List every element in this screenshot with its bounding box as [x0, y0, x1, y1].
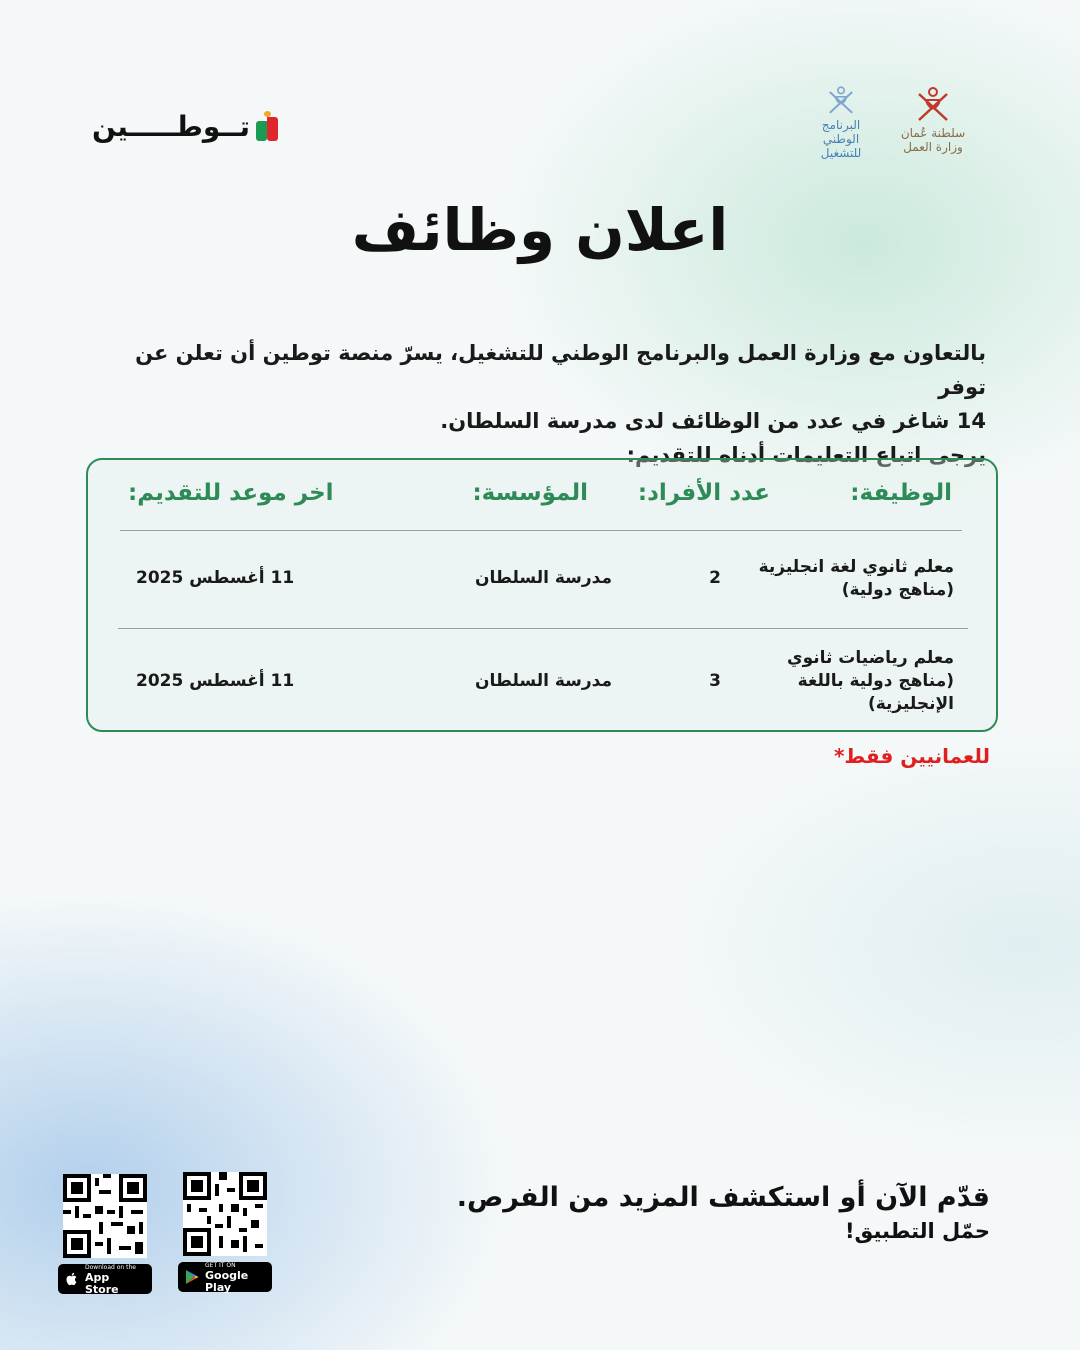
national-employment-program-logo [802, 84, 880, 160]
row-job [754, 556, 954, 602]
qr-code-icon [183, 1172, 267, 1256]
google-play-big-text: Google Play [205, 1268, 249, 1294]
app-store-badge[interactable] [58, 1264, 152, 1294]
row-job [754, 647, 954, 716]
row-job-line2: (مناهج دولية) [841, 580, 954, 600]
row-org: مدرسة السلطان [475, 568, 612, 588]
government-logos [802, 84, 972, 160]
app-store-small-text: Download on the [85, 1263, 136, 1271]
google-play-small-text: GET IT ON [205, 1261, 236, 1269]
row-job-line2: (مناهج دولية باللغة [797, 671, 954, 691]
omani-emblem-icon [821, 84, 861, 116]
row-deadline: 11 أغسطس 2025 [136, 671, 295, 691]
header-org: المؤسسة: [472, 480, 588, 506]
qr-code-icon [63, 1174, 147, 1258]
row-org: مدرسة السلطان [475, 671, 612, 691]
page-title: اعلان وظائف [351, 196, 729, 264]
google-play-icon [184, 1269, 200, 1285]
cta-main: قدّم الآن أو استكشف المزيد من الفرص. [456, 1182, 990, 1213]
app-store-big-text: App Store [85, 1270, 119, 1296]
header-job: الوظيفة: [850, 480, 952, 506]
omanis-only-note: للعمانيين فقط* [833, 744, 990, 768]
google-play-download[interactable] [178, 1172, 272, 1292]
call-to-action [457, 1180, 990, 1246]
row-job-line1: معلم ثانوي لغة انجليزية [758, 557, 954, 577]
row-job-line1: معلم رياضيات ثانوي [786, 648, 954, 668]
ministry-of-labour-logo [894, 84, 972, 160]
omani-emblem-icon [913, 84, 953, 124]
intro-text [126, 336, 986, 472]
tawteen-logo [92, 106, 278, 146]
google-play-badge[interactable] [178, 1262, 272, 1292]
row-divider [118, 628, 968, 629]
row-job-line3: الإنجليزية) [867, 694, 954, 714]
ministry-line1: سلطنة عُمان [900, 126, 966, 140]
intro-line-1: بالتعاون مع وزارة العمل والبرنامج الوطني للتشغيل، يسرّ منصة توطين أن تعلن عن توفر [135, 341, 986, 399]
row-count: 3 [709, 671, 721, 691]
jobs-table [86, 458, 998, 732]
intro-line-2: 14 شاغر في عدد من الوظائف لدى مدرسة السلطان. [440, 409, 986, 433]
nep-line1: البرنامج الوطني [821, 118, 861, 146]
header-deadline: اخر موعد للتقديم: [128, 480, 334, 506]
nep-line2: للتشغيل [820, 146, 862, 160]
cta-sub: حمّل التطبيق! [844, 1219, 990, 1243]
header-divider [120, 530, 962, 531]
header-count: عدد الأفراد: [637, 480, 770, 506]
apple-icon [64, 1271, 80, 1287]
intro-line-3: يرجى اتباع التعليمات أدناه للتقديم: [626, 443, 986, 467]
ministry-line2: وزارة العمل [903, 140, 963, 154]
app-store-download[interactable] [58, 1174, 152, 1294]
tawteen-wordmark: تــوطـــــين [92, 109, 251, 143]
row-count: 2 [709, 568, 721, 588]
tawteen-logo-icon [256, 111, 278, 141]
row-deadline: 11 أغسطس 2025 [136, 568, 295, 588]
